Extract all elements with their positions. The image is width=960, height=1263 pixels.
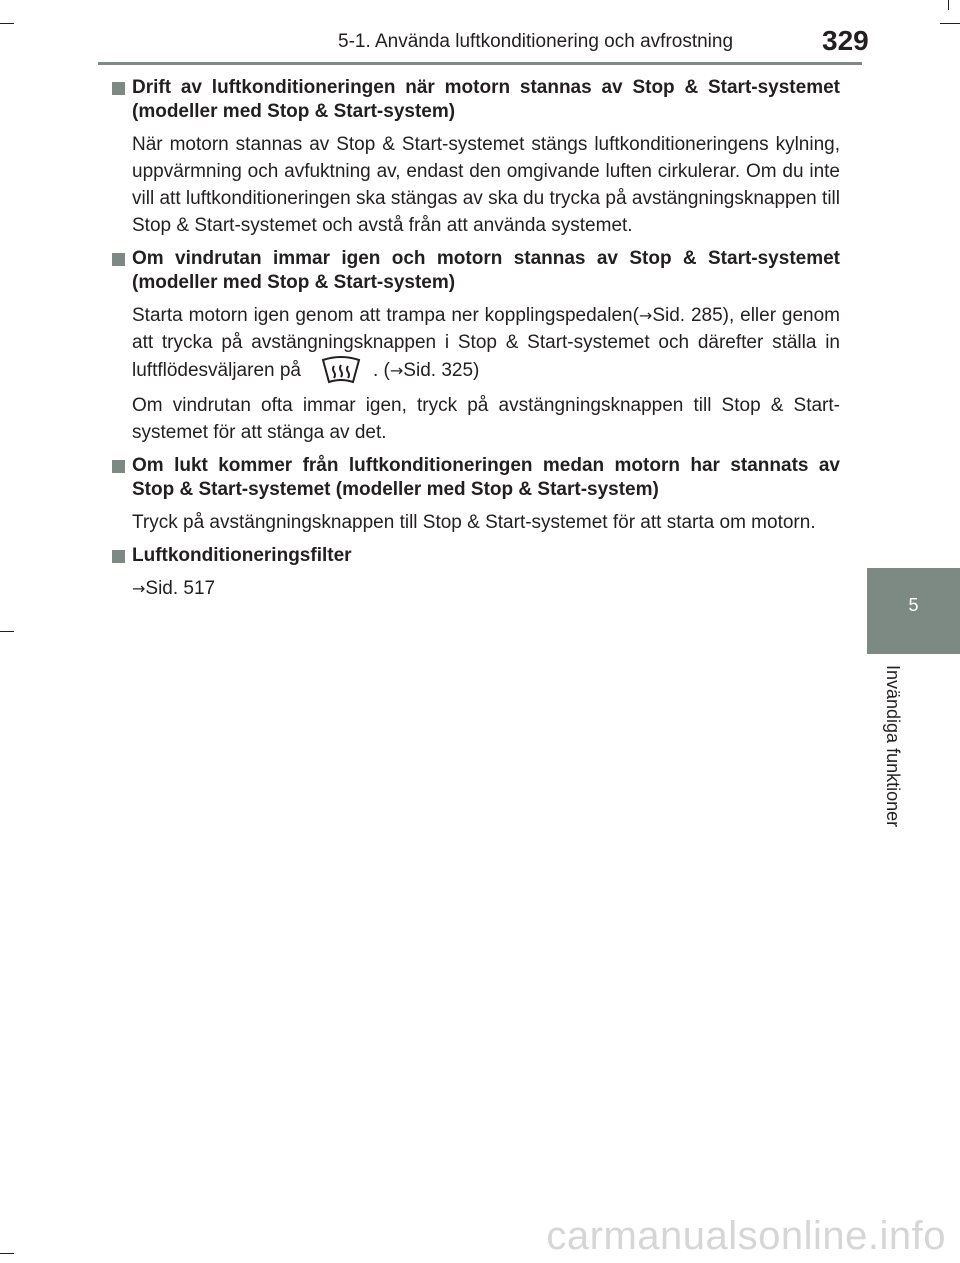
chapter-label: Invändiga funktioner (883, 665, 903, 828)
crop-mark (0, 631, 14, 632)
paragraph: När motorn stannas av Stop & Start-systemet stängs luftkonditioneringens kylning, uppvärmning och avfuktning av, endast den omgivande luften cirkulerar. Om du inte vill att luftkonditioneringen ska stängas av ska du trycka på avstängningsknappen till Stop & Start-systemet och avstå från att använda systemet. (132, 134, 840, 236)
section-windshield-fog (110, 247, 840, 446)
section-heading: Om vindrutan immar igen och motorn stannas av Stop & Start-systemet (modeller med Stop & Start-system) (110, 247, 840, 295)
section-heading: Luftkonditioneringsfilter (110, 544, 840, 568)
arrow-icon: → (638, 306, 653, 325)
crop-mark (0, 1253, 14, 1254)
bullet-square (112, 82, 125, 95)
bullet-square (112, 460, 125, 473)
page-content (110, 76, 840, 610)
chapter-title: 5-1. Använda luftkonditionering och avfrostning (338, 31, 734, 52)
paragraph: Starta motorn igen genom att trampa ner kopplingspedalen(→Sid. 285), eller genom att trycka på avstängningsknappen i Stop & Start-systemet och därefter ställa in luftflödesväljaren på . (→Sid. 325) (110, 302, 840, 386)
watermark: carmanualsonline.info (546, 1214, 946, 1258)
paragraph: Om vindrutan ofta immar igen, tryck på avstängningsknappen till Stop & Start-systemet för att stänga av det. (132, 395, 840, 443)
header-rule (98, 62, 862, 65)
crop-mark (948, 0, 949, 10)
bullet-square (112, 253, 125, 266)
windshield-defroster-icon (319, 356, 363, 386)
section-heading: Om lukt kommer från luftkonditioneringen medan motorn har stannats av Stop & Start-systemet (modeller med Stop & Start-system) (110, 454, 840, 502)
page-reference: →Sid. 517 (132, 578, 216, 599)
crop-mark (0, 23, 14, 24)
section-stop-start-ac (110, 76, 840, 239)
crop-mark (940, 23, 960, 24)
bullet-square (112, 550, 125, 563)
arrow-icon: → (389, 361, 404, 381)
section-odor (110, 454, 840, 536)
chapter-tab (867, 568, 960, 654)
chapter-number: 5 (908, 595, 919, 615)
page-number: 329 (822, 25, 869, 56)
paragraph: Tryck på avstängningsknappen till Stop & Start-systemet för att starta om motorn. (132, 512, 816, 533)
arrow-icon: → (132, 579, 146, 598)
section-heading: Drift av luftkonditioneringen när motorn stannas av Stop & Start-systemet (modeller med Stop & Start-system) (110, 76, 840, 124)
section-filter (110, 544, 840, 602)
